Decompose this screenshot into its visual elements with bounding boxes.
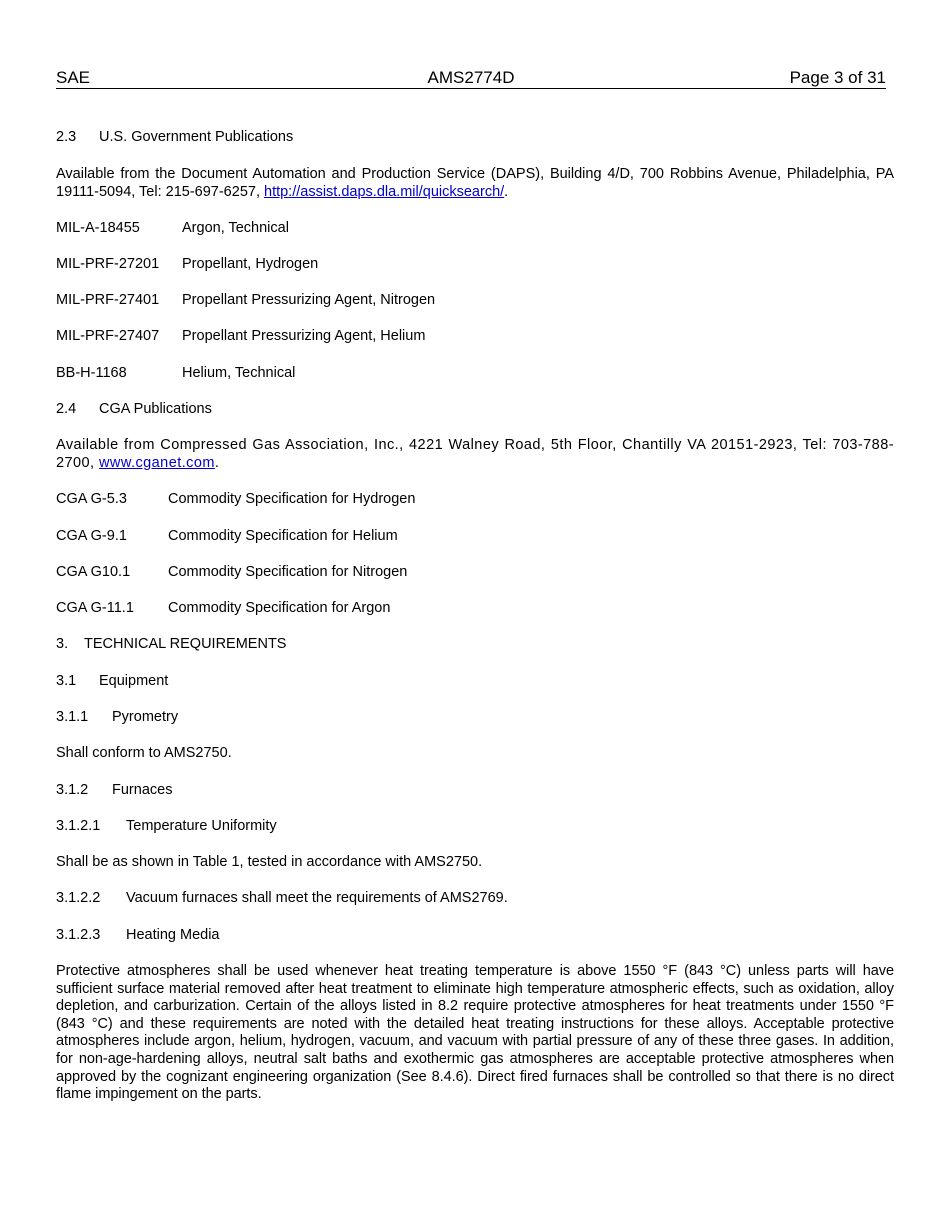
section-title: Furnaces [112, 782, 173, 798]
section-body-3-1-1: Shall conform to AMS2750. [56, 745, 232, 761]
spec-title: Commodity Specification for Helium [168, 528, 398, 544]
spec-row [56, 365, 295, 383]
section-title: Vacuum furnaces shall meet the requirements of AMS2769. [126, 890, 508, 906]
section-number: 3.1.2 [56, 782, 89, 798]
spec-title: Commodity Specification for Nitrogen [168, 564, 408, 580]
availability-paragraph-cga: Available from Compressed Gas Association, Inc., 4221 Walney Road, 5th Floor, Chantilly VA 20151-2923, Tel: 703-788-2700, www.cganet.com. [56, 437, 894, 471]
spec-title: Helium, Technical [182, 365, 296, 381]
section-number: 3.1 [56, 673, 77, 689]
spec-row [56, 328, 425, 346]
section-heading-2-3 [56, 129, 293, 147]
spec-title: Argon, Technical [182, 220, 289, 236]
header-org: SAE [56, 68, 91, 87]
section-number: 3.1.2.3 [56, 927, 101, 943]
section-number: 2.3 [56, 129, 77, 145]
section-number: 3.1.1 [56, 709, 89, 725]
section-title: CGA Publications [99, 401, 212, 417]
section-number: 3.1.2.2 [56, 890, 101, 906]
section-heading-3-1-2-3 [56, 927, 220, 945]
spec-title: Propellant Pressurizing Agent, Nitrogen [182, 292, 436, 308]
section-heading-3-1 [56, 673, 168, 691]
section-title: U.S. Government Publications [99, 129, 294, 145]
spec-row [56, 491, 415, 509]
section-heading-3-1-2 [56, 782, 172, 800]
spec-code: CGA G-11.1 [56, 600, 134, 616]
spec-row [56, 564, 407, 582]
spec-code: MIL-PRF-27201 [56, 256, 160, 272]
spec-code: MIL-PRF-27407 [56, 328, 160, 344]
section-number: 3. [56, 636, 69, 652]
header-page-number: Page 3 of 31 [789, 68, 886, 87]
spec-title: Commodity Specification for Argon [168, 600, 391, 616]
spec-title: Commodity Specification for Hydrogen [168, 491, 416, 507]
page-header [56, 68, 886, 89]
spec-title: Propellant Pressurizing Agent, Helium [182, 328, 426, 344]
spec-code: CGA G-9.1 [56, 528, 127, 544]
section-body-3-1-2-3: Protective atmospheres shall be used whenever heat treating temperature is above 1550 °F (843 °C) unless parts will have sufficient surface material removed after heat treatment to eliminate high temperature atmospheric effects, such as oxidation, alloy depletion, and carburization. Certain of the alloys listed in 8.2 require protective atmospheres for heat treatments under 1550 °F (843 °C) and these requirements are noted with the detailed heat treating instructions for these alloys. Acceptable protective atmospheres include argon, helium, hydrogen, vacuum, and vacuum with partial pressure of any of these three gases. In addition, for non-age-hardening alloys, neutral salt baths and exothermic gas atmospheres are acceptable protective atmospheres when approved by the cognizant engineering organization (See 8.4.6). Direct fired furnaces shall be controlled so that there is no direct flame impingement on the parts. [56, 963, 894, 1103]
section-body-3-1-2-1: Shall be as shown in Table 1, tested in accordance with AMS2750. [56, 854, 483, 870]
section-title: TECHNICAL REQUIREMENTS [84, 636, 287, 652]
section-title: Temperature Uniformity [126, 818, 277, 834]
availability-text: Available from the Document Automation and Production Service (DAPS), Building 4/D, 700 Robbins Avenue, Philadelphia, PA 19111-5094, Tel: 215-697-6257, [56, 166, 894, 200]
section-heading-2-4 [56, 401, 212, 419]
spec-row [56, 528, 398, 546]
spec-code: CGA G-5.3 [56, 491, 127, 507]
daps-link[interactable]: http://assist.daps.dla.mil/quicksearch/ [264, 183, 505, 200]
spec-code: CGA G10.1 [56, 564, 131, 580]
section-number: 3.1.2.1 [56, 818, 101, 834]
availability-text: Available from Compressed Gas Association, Inc., 4221 Walney Road, 5th Floor, Chantilly VA 20151-2923, Tel: 703-788-2700, [56, 437, 894, 471]
section-heading-3-1-1 [56, 709, 178, 727]
section-title: Equipment [99, 673, 169, 689]
section-heading-3-1-2-1 [56, 818, 277, 836]
spec-row [56, 256, 318, 274]
availability-paragraph-daps: Available from the Document Automation and Production Service (DAPS), Building 4/D, 700 Robbins Avenue, Philadelphia, PA 19111-5094, Tel: 215-697-6257, http://assist.daps.dla.mil/quicksearch/. [56, 166, 894, 200]
section-title: Heating Media [126, 927, 220, 943]
spec-code: MIL-PRF-27401 [56, 292, 160, 308]
header-doc-id: AMS2774D [427, 68, 515, 87]
spec-row [56, 600, 390, 618]
spec-row [56, 292, 435, 310]
spec-title: Propellant, Hydrogen [182, 256, 319, 272]
spec-code: MIL-A-18455 [56, 220, 140, 236]
section-heading-3 [56, 636, 286, 654]
section-heading-3-1-2-2 [56, 890, 508, 908]
section-number: 2.4 [56, 401, 77, 417]
spec-row [56, 220, 289, 238]
cga-link[interactable]: www.cganet.com [99, 454, 215, 471]
section-title: Pyrometry [112, 709, 179, 725]
spec-code: BB-H-1168 [56, 365, 127, 381]
